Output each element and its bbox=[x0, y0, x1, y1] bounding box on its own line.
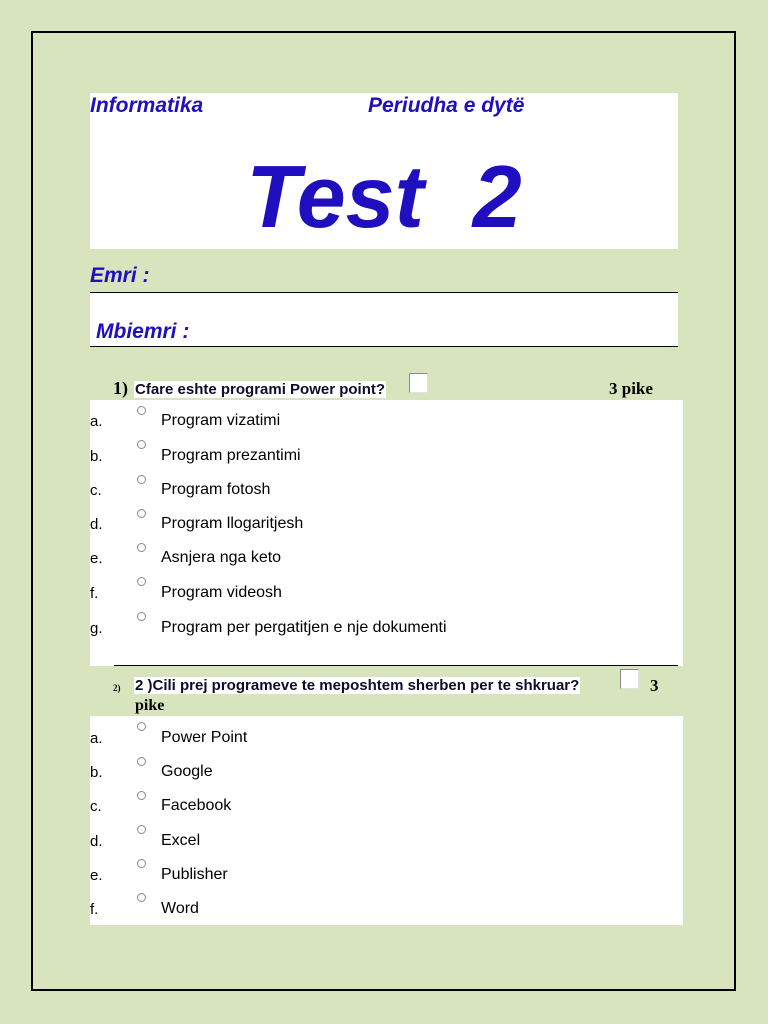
test-title: Test 2 bbox=[246, 147, 522, 246]
option-label: Program videosh bbox=[161, 584, 282, 601]
option-label: Google bbox=[161, 763, 213, 780]
subject-label: Informatika bbox=[90, 94, 204, 117]
header-box bbox=[90, 93, 678, 249]
option-letter: b. bbox=[90, 448, 103, 465]
question-2-checkbox[interactable] bbox=[620, 669, 639, 689]
option-letter: d. bbox=[90, 833, 103, 850]
option-label: Program llogaritjesh bbox=[161, 515, 304, 532]
option-label: Program per pergatitjen e nje dokumenti bbox=[161, 619, 447, 636]
option-letter: c. bbox=[90, 798, 102, 815]
option-label: Program vizatimi bbox=[161, 412, 281, 429]
radio-button[interactable] bbox=[137, 612, 146, 621]
option-letter: e. bbox=[90, 550, 103, 567]
radio-button[interactable] bbox=[137, 825, 146, 834]
question-1-number: 1) bbox=[113, 378, 128, 398]
radio-button[interactable] bbox=[137, 791, 146, 800]
option-letter: b. bbox=[90, 764, 103, 781]
option-label: Program prezantimi bbox=[161, 447, 301, 464]
option-letter: f. bbox=[90, 585, 99, 602]
option-letter: f. bbox=[90, 901, 99, 918]
question-2-points-word: pike bbox=[135, 697, 165, 714]
option-letter: d. bbox=[90, 516, 103, 533]
radio-button[interactable] bbox=[137, 722, 146, 731]
option-label: Word bbox=[161, 900, 199, 917]
option-letter: e. bbox=[90, 867, 103, 884]
radio-button[interactable] bbox=[137, 543, 146, 552]
surname-label: Mbiemri : bbox=[96, 320, 190, 343]
question-2-number: 2) bbox=[113, 683, 121, 693]
option-label: Publisher bbox=[161, 866, 228, 883]
option-label: Asnjera nga keto bbox=[161, 549, 282, 566]
question-2-points-number: 3 bbox=[650, 676, 659, 695]
radio-button[interactable] bbox=[137, 440, 146, 449]
question-1-checkbox[interactable] bbox=[409, 373, 428, 393]
name-label: Emri : bbox=[90, 264, 150, 287]
option-label: Excel bbox=[161, 832, 201, 849]
radio-button[interactable] bbox=[137, 509, 146, 518]
radio-button[interactable] bbox=[137, 577, 146, 586]
period-label: Periudha e dytë bbox=[368, 94, 525, 117]
option-letter: a. bbox=[90, 730, 103, 747]
option-label: Program fotosh bbox=[161, 481, 271, 498]
question-1-options bbox=[90, 400, 683, 666]
radio-button[interactable] bbox=[137, 859, 146, 868]
question-2-options bbox=[90, 716, 683, 925]
question-1-points: 3 pike bbox=[609, 379, 653, 398]
radio-button[interactable] bbox=[137, 406, 146, 415]
option-letter: a. bbox=[90, 413, 103, 430]
option-letter: g. bbox=[90, 620, 103, 637]
question-separator bbox=[114, 665, 678, 666]
question-2-text: 2 )Cili prej programeve te meposhtem sherben per te shkruar? bbox=[135, 677, 580, 694]
option-label: Facebook bbox=[161, 797, 232, 814]
radio-button[interactable] bbox=[137, 475, 146, 484]
option-label: Power Point bbox=[161, 729, 248, 746]
surname-underline bbox=[90, 346, 678, 347]
question-1-text: Cfare eshte programi Power point? bbox=[135, 381, 386, 398]
radio-button[interactable] bbox=[137, 893, 146, 902]
option-letter: c. bbox=[90, 482, 102, 499]
radio-button[interactable] bbox=[137, 757, 146, 766]
